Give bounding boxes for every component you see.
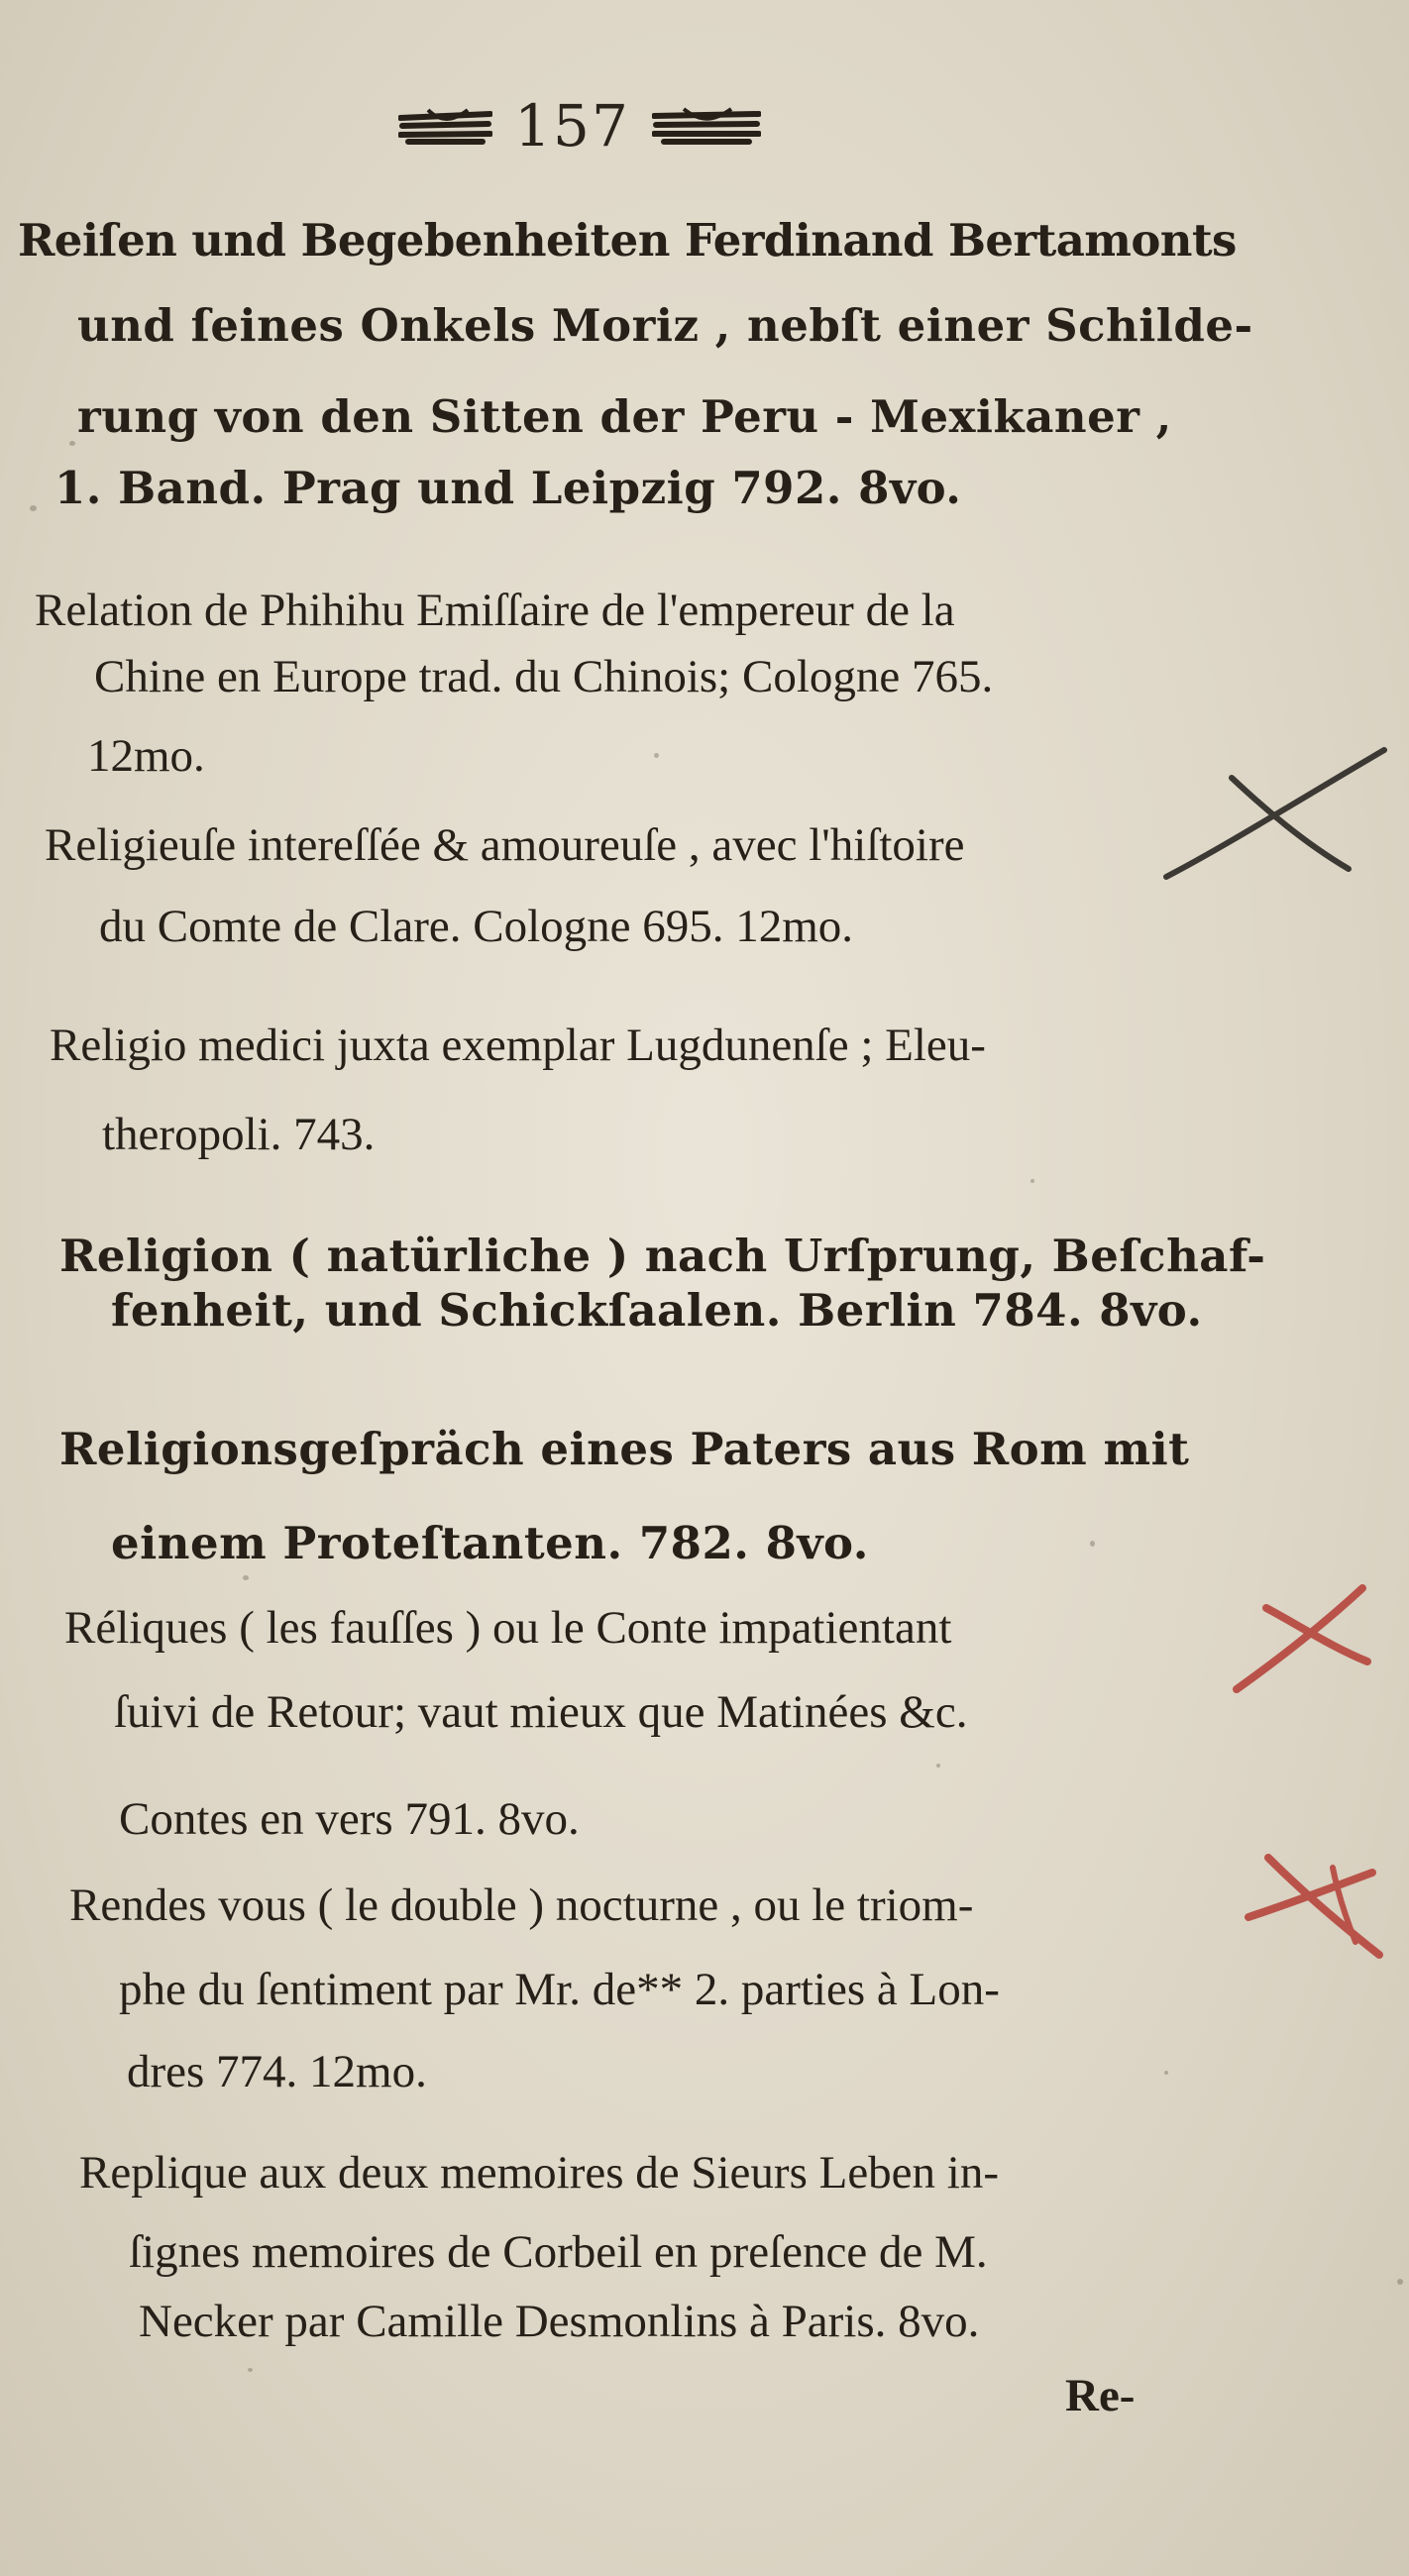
paper-speck <box>654 753 659 758</box>
paper-speck <box>69 441 75 446</box>
entry-line: einem Proteſtanten. 782. 8vo. <box>111 1517 869 1569</box>
paper-speck <box>1090 1541 1095 1547</box>
entry-line: 1. Band. Prag und Leipzig 792. 8vo. <box>54 462 962 514</box>
catchword: Re- <box>1065 2370 1136 2421</box>
page-header <box>372 91 788 161</box>
printer-ornament-icon <box>652 104 761 148</box>
entry-line: du Comte de Clare. Cologne 695. 12mo. <box>99 901 854 952</box>
entry-line: Replique aux deux memoires de Sieurs Leben in- <box>79 2147 999 2199</box>
paper-speck <box>243 1575 249 1580</box>
entry-line: Rendes vous ( le double ) nocturne , ou le triom- <box>69 1879 974 1931</box>
red-cross-mark-icon <box>1229 1580 1372 1699</box>
red-cross-mark-icon <box>1239 1848 1387 1967</box>
entry-line: Reiſen und Begebenheiten Ferdinand Bertamonts <box>18 214 1237 267</box>
entry-line: rung von den Sitten der Peru - Mexikaner , <box>77 390 1172 443</box>
entry-line: Religieuſe intereſſée & amoureuſe , avec l'hiſtoire <box>45 819 965 871</box>
entry-line: phe du ſentiment par Mr. de** 2. parties à Lon- <box>119 1964 1000 2015</box>
entry-line: Relation de Phihihu Emiſſaire de l'empereur de la <box>35 585 955 636</box>
entry-line: Religion ( natürliche ) nach Urſprung, Beſchaf- <box>59 1230 1266 1282</box>
paper-speck <box>1164 2071 1168 2075</box>
printer-ornament-icon <box>398 104 492 148</box>
entry-line: Necker par Camille Desmonlins à Paris. 8vo. <box>139 2296 980 2347</box>
entry-line: ſuivi de Retour; vaut mieux que Matinées &c. <box>114 1686 968 1738</box>
paper-speck <box>936 1764 940 1768</box>
entry-line: fenheit, und Schickſaalen. Berlin 784. 8vo. <box>111 1284 1203 1337</box>
paper-speck <box>30 505 37 511</box>
entry-line: und ſeines Onkels Moriz , nebſt einer Schilde- <box>77 299 1253 352</box>
entry-line: ſignes memoires de Corbeil en preſence de M. <box>129 2226 988 2278</box>
entry-line: Réliques ( les fauſſes ) ou le Conte impatientant <box>64 1602 952 1654</box>
entry-line: Religio medici juxta exemplar Lugdunenſe ; Eleu- <box>50 1020 986 1071</box>
entry-line: Religionsgeſpräch eines Paters aus Rom mit <box>59 1423 1190 1475</box>
paper-speck <box>1030 1179 1034 1183</box>
entry-line: 12mo. <box>87 730 205 782</box>
entry-line: Chine en Europe trad. du Chinois; Cologne 765. <box>94 651 994 702</box>
entry-line: theropoli. 743. <box>102 1109 376 1160</box>
entry-line: Contes en vers 791. 8vo. <box>119 1793 580 1845</box>
pencil-cross-mark-icon <box>1154 738 1392 897</box>
paper-speck <box>1397 2279 1403 2285</box>
page-number: 157 <box>514 92 630 160</box>
entry-line: dres 774. 12mo. <box>127 2046 427 2097</box>
paper-speck <box>248 2368 253 2372</box>
